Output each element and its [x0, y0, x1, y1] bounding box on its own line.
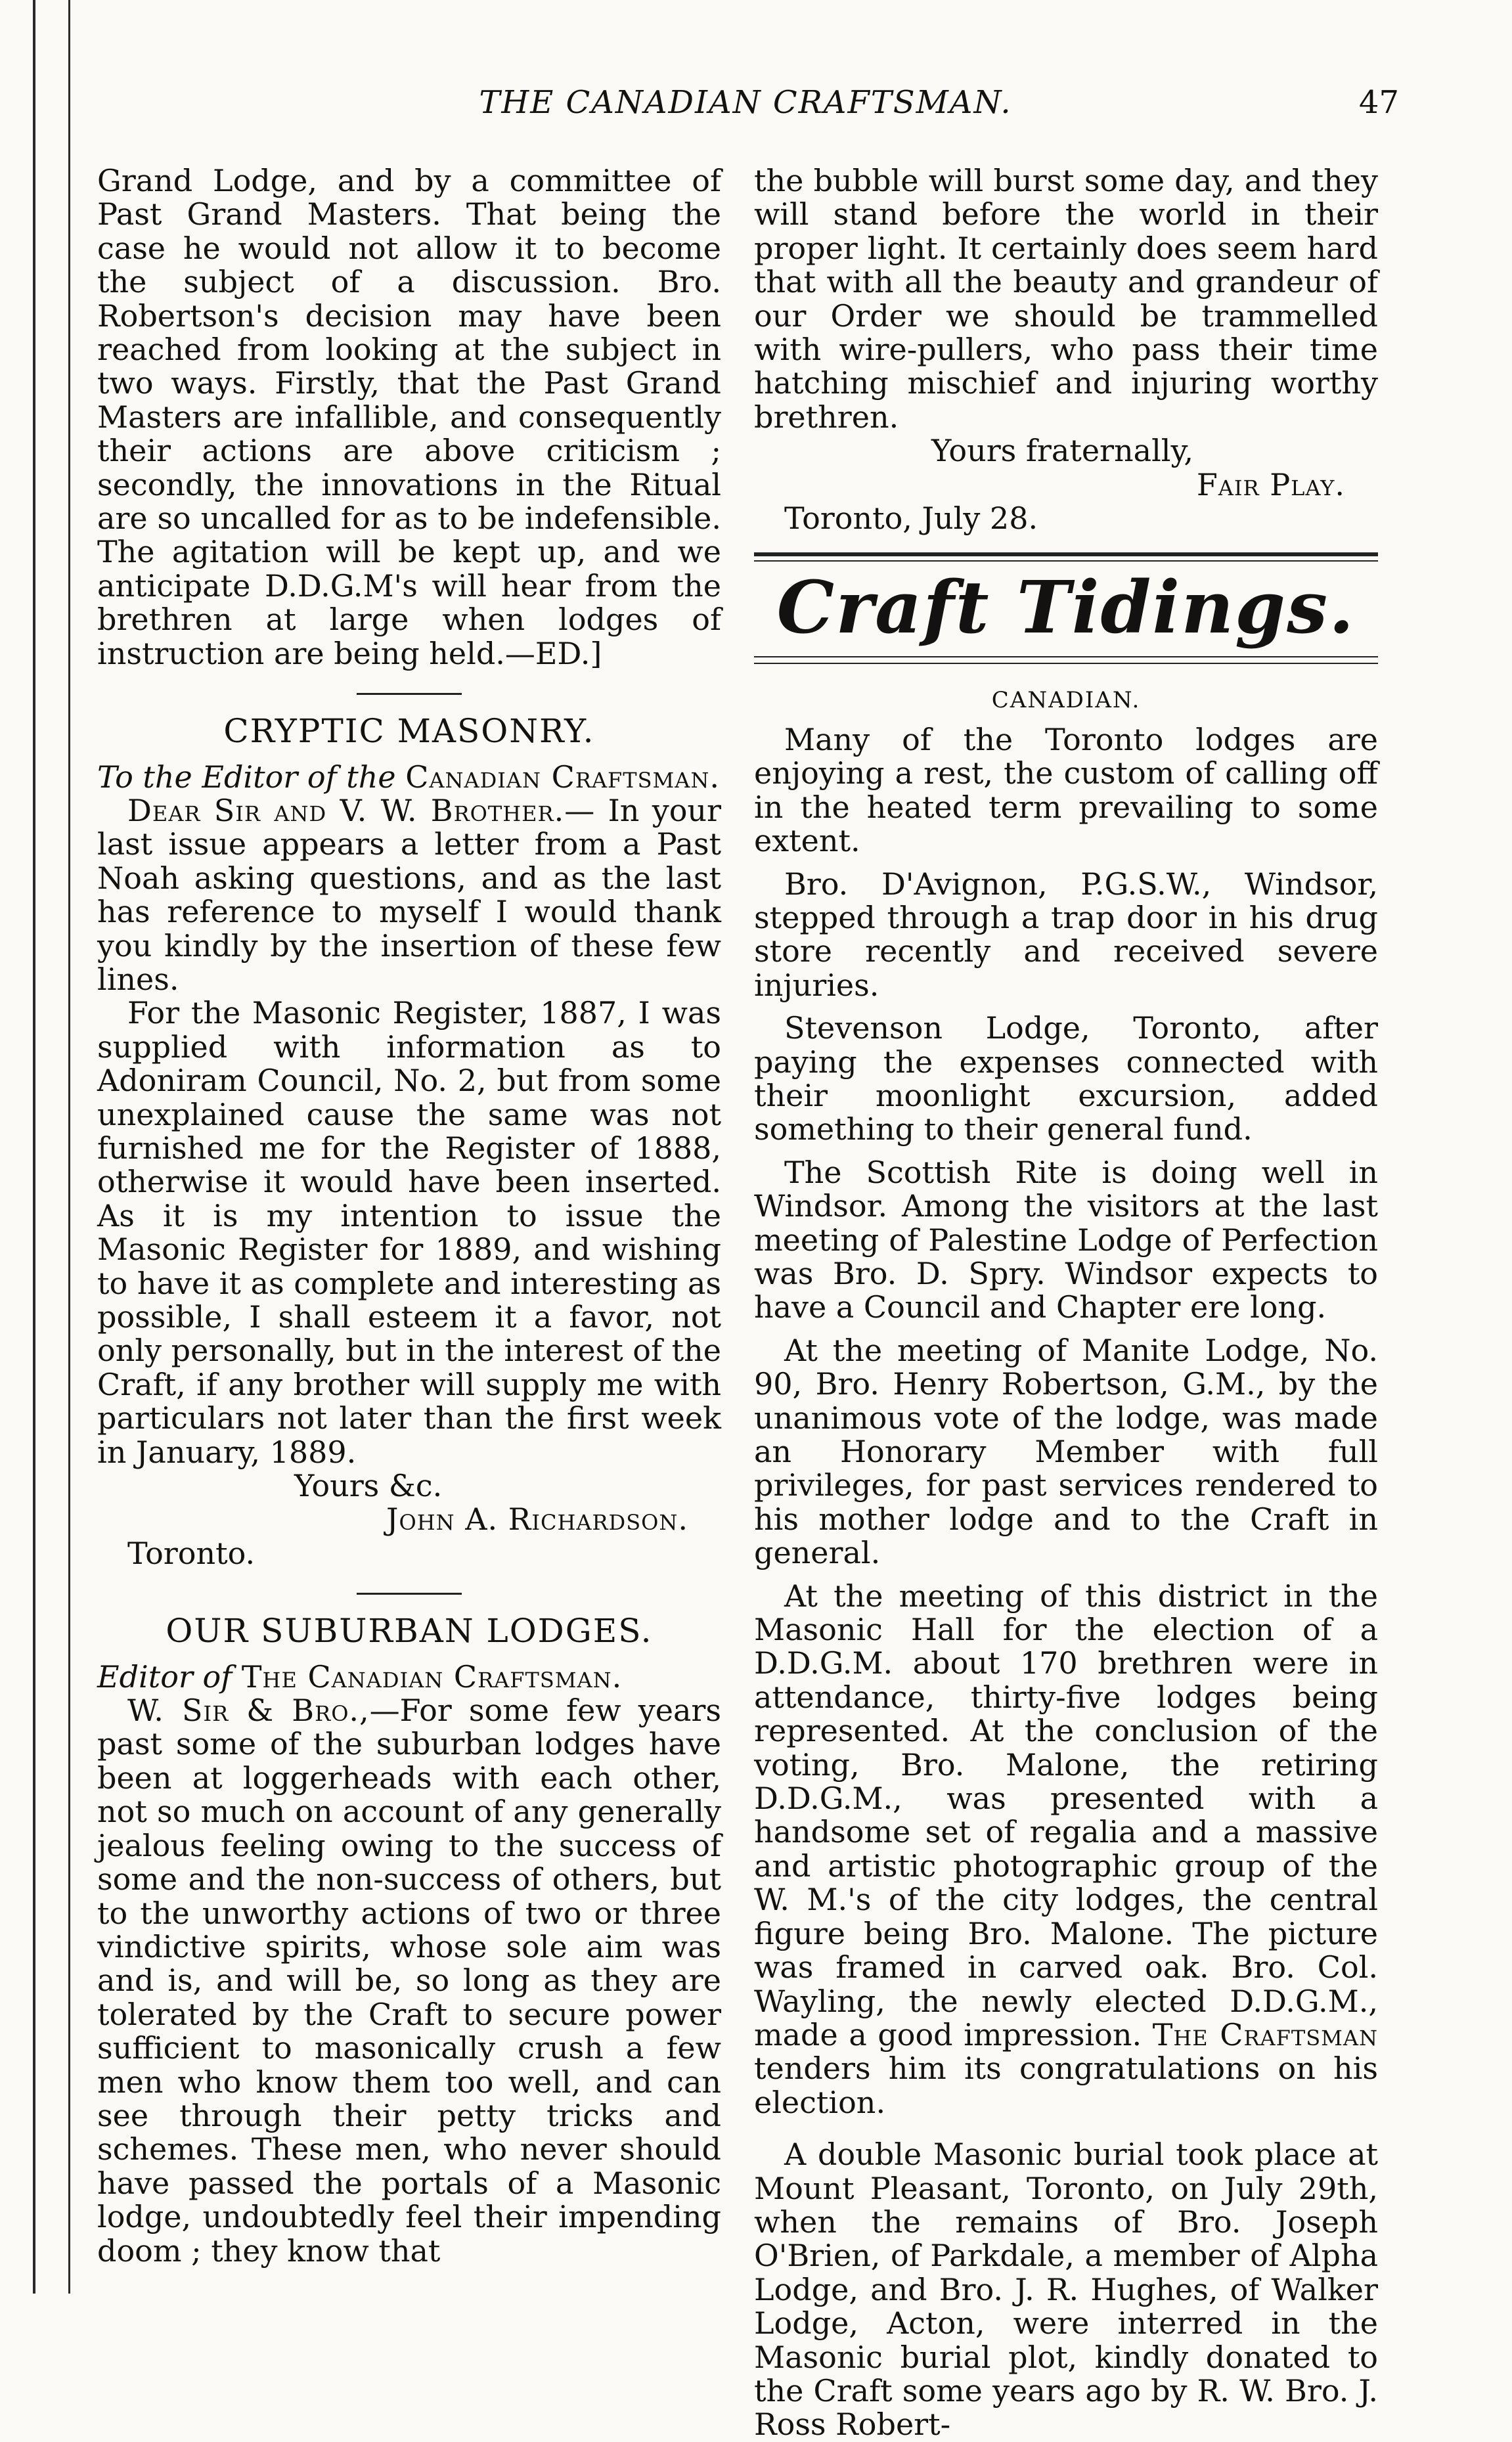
district-meeting-text-end: tenders him its congratulations on his election.: [754, 2051, 1378, 2120]
canadian-subheading: CANADIAN.: [991, 687, 1141, 714]
suburban-letter-p1: [97, 1694, 721, 2268]
cryptic-signature: John A. Richardson.: [386, 1501, 688, 1538]
journal-title: THE CANADIAN CRAFTSMAN.: [479, 84, 1012, 121]
cryptic-closing: Yours &c.: [294, 1468, 443, 1504]
right-column: [754, 164, 1378, 2442]
news-item: At the meeting of Manite Lodge, No. 90, Bro. Henry Robertson, G.M., by the unanimous vote of the lodge, was made an Honorary Member with full privileges, for past services rendered to his mother lodge and to the Craft in general.: [754, 1332, 1378, 1571]
news-item: The Scottish Rite is doing well in Windsor. Among the visitors at the last meeting of Palestine Lodge of Perfection was Bro. D. Spry. Windsor expects to have a Council and Chapter ere long.: [754, 1154, 1378, 1325]
letter-place-date: Toronto, July 28.: [784, 500, 1038, 537]
suburban-addressee: [97, 1660, 721, 1694]
craft-tidings-heading: Craft Tidings.: [776, 565, 1356, 650]
addressee-paper: The Canadian Craftsman.: [241, 1658, 623, 1695]
cryptic-masonry-heading: CRYPTIC MASONRY.: [223, 712, 595, 751]
suburban-p1-text: —For some few years past some of the suburban lodges have been at loggerheads with each other, not so much on account of any generally jealous feeling owing to the success of some and the non-success of others, but to the unworthy actions of two or three vindictive spirits, whose sole aim was and is, and will be, so long as they are tolerated by the Craft to secure power sufficient to masonically crush a few men who know them too well, and can see through their petty tricks and schemes. These men, who never should have passed the portals of a Masonic lodge, undoubtedly feel their impending doom ; they know that: [97, 1693, 721, 2269]
cryptic-salutation: Dear Sir and V. W. Brother.—: [127, 792, 596, 828]
letter-closing: Yours fraternally,: [931, 433, 1194, 469]
cryptic-place: Toronto.: [127, 1535, 256, 1571]
district-meeting-text: At the meeting of this district in the Masonic Hall for the election of a D.D.G.M. about 170 brethren were in attendance, thirty-five lodges being represented. At the conclusion of the voting, Bro. Malone, the retiring D.D.G.M., was presented with a handsome set of regalia and a massive and artistic photographic group of the W. M.'s of the city lodges, the central figure being Bro. Malone. The picture was framed in carved oak. Bro. Col. Wayling, the newly elected D.D.G.M., made a good impression.: [754, 1578, 1378, 2053]
addressee-paper: Canadian Craftsman.: [405, 759, 721, 795]
cryptic-p1-text: In your last issue appears a letter from a Past Noah asking questions, and as the last has reference to myself I would thank you kindly by the insertion of these few lines.: [97, 792, 722, 997]
cryptic-letter-p2: For the Masonic Register, 1887, I was supplied with information as to Adoniram Council, No. 2, but from some unexplained cause the same was not furnished me for the Register of 1888, otherwise it would have been inserted. As it is my intention to issue the Masonic Register for 1889, and wishing to have it as complete and interesting as possible, I shall esteem it a favor, not only personally, but in the interest of the Craft, if any brother will supply me with particulars not later than the first week in January, 1889.: [97, 995, 721, 1470]
addressee-prefix: To the Editor of the: [97, 759, 396, 795]
news-item-burial: A double Masonic burial took place at Mount Pleasant, Toronto, on July 29th, when the remains of Bro. Joseph O'Brien, of Parkdale, a member of Alpha Lodge, and Bro. J. R. Hughes, of Walker Lodge, Acton, were interred in the Masonic burial plot, kindly donated to the Craft some years ago by R. W. Bro. J. Ross Robert-: [754, 2137, 1378, 2442]
news-item: Bro. D'Avignon, P.G.S.W., Windsor, stepped through a trap door in his drug store recently and received severe injuries.: [754, 866, 1378, 1003]
divider: [357, 693, 462, 695]
section-rule: [754, 552, 1378, 562]
running-header: [92, 84, 1399, 137]
craftsman-name: The Craftsman: [1152, 2016, 1378, 2053]
news-item: Many of the Toronto lodges are enjoying a rest, the custom of calling off in the heated term prevailing to some extent.: [754, 721, 1378, 859]
page-number: 47: [1358, 84, 1399, 121]
addressee-prefix: Editor of: [97, 1658, 233, 1695]
page-binding-edge: [68, 0, 70, 2294]
section-rule: [754, 656, 1378, 664]
suburban-lodges-heading: OUR SUBURBAN LODGES.: [166, 1612, 653, 1651]
divider: [357, 1593, 462, 1595]
news-item-district-meeting: [754, 1580, 1378, 2120]
letter-continuation: the bubble will burst some day, and they will stand before the world in their proper light. It certainly does seem hard that with all the beauty and grandeur of our Order we should be trammelled with wire-pullers, who pass their time hatching mischief and injuring worthy brethren.: [754, 163, 1378, 435]
letter-signature: Fair Play.: [1196, 466, 1345, 502]
left-column: [97, 164, 721, 2268]
cryptic-addressee: [97, 761, 721, 794]
cryptic-letter-p1: [97, 794, 721, 996]
suburban-salutation: W. Sir & Bro.,: [127, 1693, 370, 1729]
news-item: Stevenson Lodge, Toronto, after paying the expenses connected with their moonlight excursion, added something to their general fund.: [754, 1010, 1378, 1147]
page-binding-edge: [33, 0, 35, 2294]
editorial-note: Grand Lodge, and by a committee of Past Grand Masters. That being the case he would not allow it to become the subject of a discussion. Bro. Robertson's decision may have been reached from looking at the subject in two ways. Firstly, that the Past Grand Masters are infallible, and consequently their actions are above criticism ; secondly, the innovations in the Ritual are so uncalled for as to be indefensible. The agitation will be kept up, and we anticipate D.D.G.M's will hear from the brethren at large when lodges of instruction are being held.—ED.]: [97, 163, 721, 671]
